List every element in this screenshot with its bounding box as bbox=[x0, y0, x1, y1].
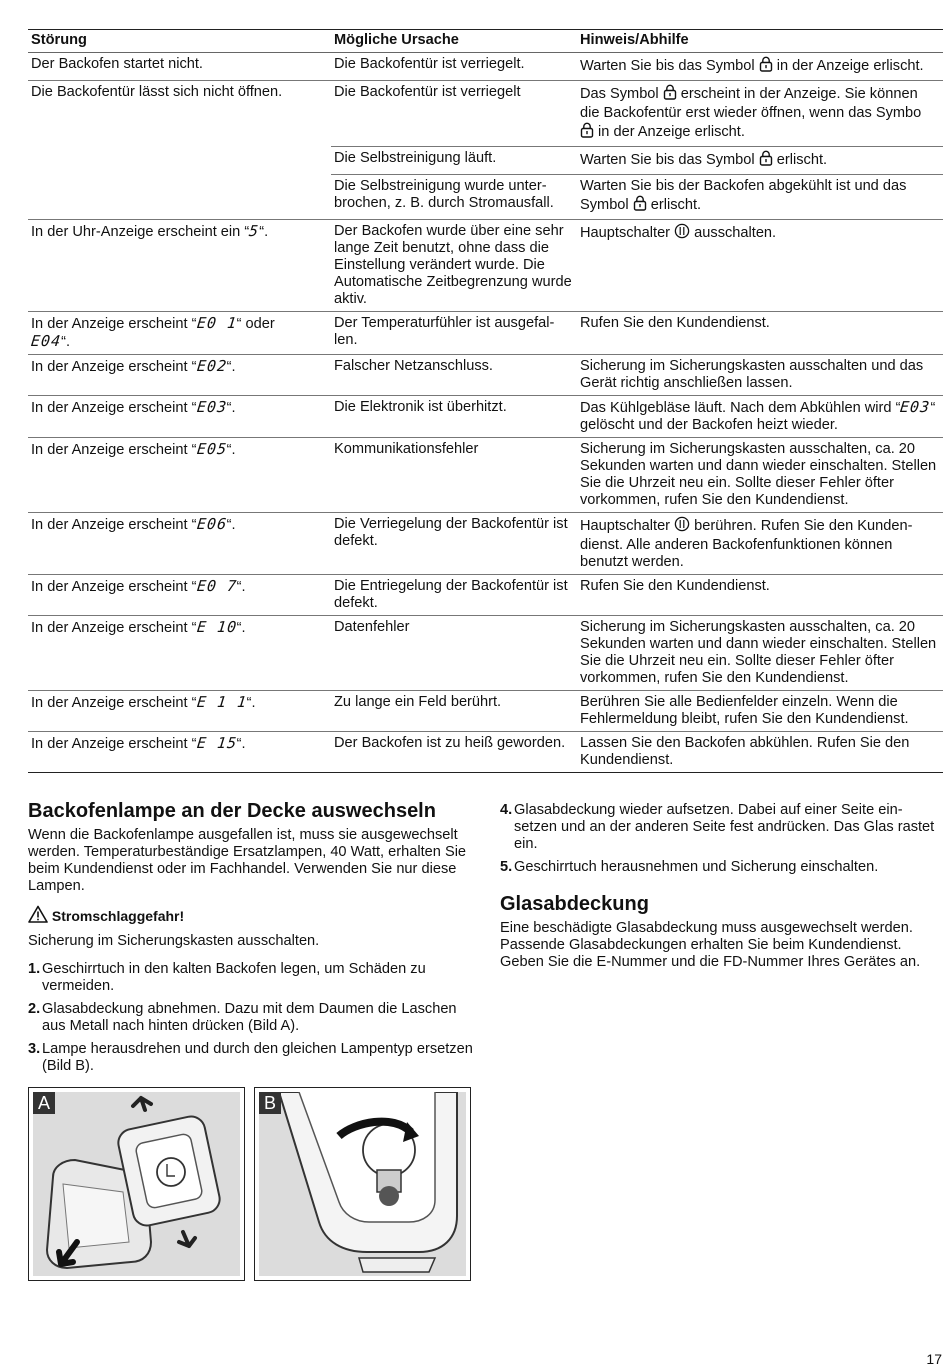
section-heading-glass: Glasabdeckung bbox=[500, 893, 649, 915]
lock-icon bbox=[759, 56, 773, 77]
fault-cell: In der Anzeige erscheint “E02“. bbox=[28, 355, 331, 396]
fault-cell: In der Anzeige erscheint “E0 1“ oder E04“. bbox=[28, 312, 331, 355]
fault-cell: In der Anzeige erscheint “E 15“. bbox=[28, 732, 331, 773]
table-row bbox=[28, 220, 943, 312]
warning-triangle-icon bbox=[28, 905, 48, 923]
lock-icon bbox=[759, 150, 773, 171]
remedy-cell: Warten Sie bis das Symbol in der Anzeige erlischt. bbox=[577, 53, 943, 81]
fault-cell: In der Anzeige erscheint “E03“. bbox=[28, 396, 331, 438]
fault-cell: Der Backofen startet nicht. bbox=[28, 53, 331, 81]
fault-cell: In der Anzeige erscheint “E0 7“. bbox=[28, 575, 331, 616]
warning-label: Stromschlaggefahr! bbox=[28, 905, 184, 925]
table-row bbox=[28, 513, 943, 575]
display-code: E04 bbox=[30, 332, 63, 350]
lock-icon bbox=[663, 84, 677, 105]
header-cause: Mögliche Ursache bbox=[331, 30, 577, 53]
page-number: 17 bbox=[926, 1351, 942, 1367]
list-item: 3. Lampe herausdrehen und durch den gleichen Lampentyp ersetzen (Bild B). bbox=[28, 1041, 473, 1074]
lamp-steps-list-continued bbox=[500, 802, 940, 882]
display-code: E 1 1 bbox=[195, 693, 248, 711]
figure-a bbox=[28, 1087, 245, 1281]
lock-icon bbox=[633, 195, 647, 216]
display-code: E06 bbox=[195, 515, 228, 533]
figure-b-illustration bbox=[259, 1092, 466, 1276]
remedy-cell: Sicherung im Sicherungskasten ausschalten, ca. 20 Sekunden warten und dann wieder einschalten. Stellen Sie die Uhrzeit neu ein. Sollte dieser Fehler öfter vorkommen, rufen Sie den Kundendienst. bbox=[577, 616, 943, 691]
remedy-cell: Rufen Sie den Kundendienst. bbox=[577, 575, 943, 616]
cause-cell: Zu lange ein Feld berührt. bbox=[331, 691, 577, 732]
glass-text: Eine beschädigte Glasabdeckung muss ausgewechselt werden. Passende Glasabdeckungen erhalten Sie beim Kundendienst. Geben Sie die E-Nummer und die FD-Nummer Ihres Gerätes an. bbox=[500, 920, 921, 970]
figure-b bbox=[254, 1087, 471, 1281]
cause-cell: Datenfehler bbox=[331, 616, 577, 691]
table-row bbox=[28, 355, 943, 396]
table-row bbox=[28, 312, 943, 355]
cause-cell: Der Backofen wurde über eine sehr lange Zeit benutzt, ohne dass die Einstellung verändert wurde. Die Automatische Zeitbegrenzung wurde aktiv. bbox=[331, 220, 577, 312]
remedy-cell: Hauptschalter ausschalten. bbox=[577, 220, 943, 312]
header-fault: Störung bbox=[28, 30, 331, 53]
lock-icon bbox=[580, 122, 594, 143]
display-code: E02 bbox=[195, 357, 228, 375]
cause-cell: Die Elektronik ist überhitzt. bbox=[331, 396, 577, 438]
figure-a-label: A bbox=[33, 1092, 55, 1114]
remedy-cell: Warten Sie bis der Backofen abgekühlt ist und das Symbol erlischt. bbox=[577, 175, 943, 220]
figure-b-label: B bbox=[259, 1092, 281, 1114]
display-code: E0 7 bbox=[195, 577, 238, 595]
cause-cell: Falscher Netzanschluss. bbox=[331, 355, 577, 396]
table-row bbox=[28, 732, 943, 773]
cause-cell: Der Backofen ist zu heiß geworden. bbox=[331, 732, 577, 773]
remedy-cell: Das Symbol erscheint in der Anzeige. Sie können die Backofentür erst wieder öffnen, wenn das Symbo in der Anzeige erlischt. bbox=[577, 81, 943, 147]
remedy-cell: Lassen Sie den Backofen abkühlen. Rufen Sie den Kundendienst. bbox=[577, 732, 943, 773]
cause-cell: Die Entriegelung der Backofentür ist defekt. bbox=[331, 575, 577, 616]
fault-cell: In der Anzeige erscheint “E05“. bbox=[28, 438, 331, 513]
list-item: 4. Glasabdeckung wieder aufsetzen. Dabei auf einer Seite einsetzen und an der anderen Seite fest andrücken. Das Glas rastet ein. bbox=[500, 802, 935, 852]
remedy-cell: Sicherung im Sicherungskasten ausschalten, ca. 20 Sekunden warten und dann wieder einschalten. Stellen Sie die Uhrzeit neu ein. Sollte dieser Fehler öfter vorkommen, rufen Sie den Kundendienst. bbox=[577, 438, 943, 513]
table-row bbox=[28, 616, 943, 691]
table-row bbox=[28, 396, 943, 438]
table-row bbox=[28, 53, 943, 81]
cause-cell: Die Backofentür ist verriegelt. bbox=[331, 53, 577, 81]
display-code: E0 1 bbox=[195, 314, 238, 332]
cause-cell: Der Temperaturfühler ist ausgefallen. bbox=[331, 312, 577, 355]
table-row bbox=[28, 691, 943, 732]
cause-cell: Die Selbstreinigung wurde unterbrochen, z. B. durch Stromausfall. bbox=[331, 175, 577, 220]
table-row bbox=[28, 81, 943, 147]
fault-cell: In der Anzeige erscheint “E 10“. bbox=[28, 616, 331, 691]
troubleshooting-table bbox=[28, 29, 943, 773]
fault-cell: In der Anzeige erscheint “E 1 1“. bbox=[28, 691, 331, 732]
display-code: E03 bbox=[195, 398, 228, 416]
remedy-cell: Sicherung im Sicherungskasten ausschalten und das Gerät richtig anschließen lassen. bbox=[577, 355, 943, 396]
table-row bbox=[28, 575, 943, 616]
power-icon bbox=[674, 223, 690, 244]
fault-cell: In der Uhr-Anzeige erscheint ein “5“. bbox=[28, 220, 331, 312]
display-code: 5 bbox=[248, 222, 261, 240]
figure-a-illustration bbox=[33, 1092, 240, 1276]
table-header-row bbox=[28, 30, 943, 53]
power-icon bbox=[674, 516, 690, 537]
table-row bbox=[28, 438, 943, 513]
cause-cell: Die Backofentür ist verriegelt bbox=[331, 81, 577, 147]
cause-cell: Die Verriegelung der Backofentür ist defekt. bbox=[331, 513, 577, 575]
remedy-cell: Warten Sie bis das Symbol erlischt. bbox=[577, 147, 943, 175]
remedy-cell: Das Kühlgebläse läuft. Nach dem Abkühlen wird “E03“ gelöscht und der Backofen heizt wieder. bbox=[577, 396, 943, 438]
display-code: E03 bbox=[899, 398, 932, 416]
remedy-cell: Rufen Sie den Kundendienst. bbox=[577, 312, 943, 355]
section-heading-lamp: Backofenlampe an der Decke auswechseln bbox=[28, 800, 436, 822]
lamp-intro: Wenn die Backofenlampe ausgefallen ist, muss sie ausgewechselt werden. Temperaturbeständige Ersatzlampen, 40 Watt, erhalten Sie beim Kundendienst oder im Fachhandel. Verwenden Sie nur diese Lampen. bbox=[28, 827, 467, 894]
remedy-cell: Berühren Sie alle Bedienfelder einzeln. Wenn die Fehlermeldung bleibt, rufen Sie den Kundendienst. bbox=[577, 691, 943, 732]
list-item: 5. Geschirrtuch herausnehmen und Sicherung einschalten. bbox=[500, 859, 879, 875]
display-code: E05 bbox=[195, 440, 228, 458]
cause-cell: Die Selbstreinigung läuft. bbox=[331, 147, 577, 175]
list-item: 1. Geschirrtuch in den kalten Backofen legen, um Schäden zu vermeiden. bbox=[28, 961, 426, 994]
warning-text: Sicherung im Sicherungskasten ausschalten. bbox=[28, 933, 320, 949]
lamp-steps-list bbox=[28, 961, 473, 1081]
fault-cell: Die Backofentür lässt sich nicht öffnen. bbox=[28, 81, 331, 220]
header-remedy: Hinweis/Abhilfe bbox=[577, 30, 943, 53]
fault-cell: In der Anzeige erscheint “E06“. bbox=[28, 513, 331, 575]
cause-cell: Kommunikationsfehler bbox=[331, 438, 577, 513]
remedy-cell: Hauptschalter berühren. Rufen Sie den Kundendienst. Alle anderen Backofenfunktionen können benutzt werden. bbox=[577, 513, 943, 575]
display-code: E 15 bbox=[195, 734, 238, 752]
list-item: 2. Glasabdeckung abnehmen. Dazu mit dem Daumen die Laschen aus Metall nach hinten drücken (Bild A). bbox=[28, 1001, 457, 1034]
display-code: E 10 bbox=[195, 618, 238, 636]
